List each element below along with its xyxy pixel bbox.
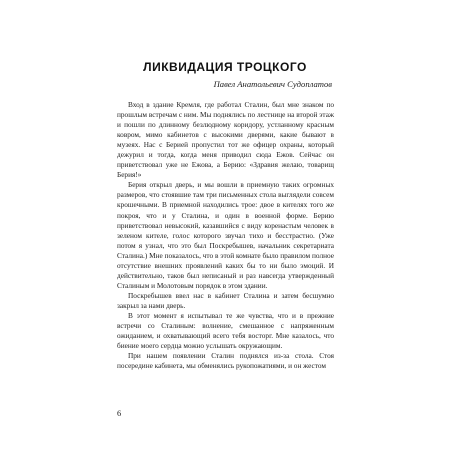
page-number: 6 — [117, 409, 122, 418]
chapter-title: ЛИКВИДАЦИЯ ТРОЦКОГО — [143, 60, 307, 74]
body-text — [117, 100, 334, 371]
chapter-author: Павел Анатольевич Судоплатов — [213, 79, 332, 89]
paragraph: Вход в здание Кремля, где работал Сталин, был мне знаком по прошлым встречам с ним. Мы поднялись по лестнице на второй этаж и пошли по длинному безлюдному коридору, устланному красным ковром, мимо кабинетов с высокими дверями, какие бывают в музеях. Нас с Берией пропустил тот же офицер охраны, который дежурил и тогда, когда меня приводил сюда Ежов. Сейчас он приветствовал уже не Ежова, а Берию: «Здравия желаю, товарищ Берия!» — [117, 100, 334, 180]
paragraph: В этот момент я испытывал те же чувства, что и в прежние встречи со Сталиным: волнение, смешанное с напряженным ожиданием, и охватывающий всего тебя восторг. Мне казалось, что биение моего сердца можно услышать окружающим. — [117, 310, 334, 351]
paragraph: При нашем появлении Сталин поднялся из-за стола. Стоя посередине кабинета, мы обменялись рукопожатиями, и он жестом — [117, 351, 334, 371]
paragraph: Берия открыл дверь, и мы вошли в приемную таких огромных размеров, что стоявшие там три письменных стола выглядели совсем крошечными. В приемной находились трое: двое в кителях того же покроя, что и у Сталина, и один в военной форме. Берию приветствовал невысокий, казавшийся с виду коренастым человек в зеленом кителе, голос которого звучал тихо и бесстрастно. (Уже потом я узнал, что это был Поскребышев, начальник секретариата Сталина.) Мне показалось, что в этой комнате было правилом полное отсутствие внешних проявлений каких бы то ни было эмоций. И действительно, таков был неписаный и раз навсегда утвержденный Сталиным и Молотовым порядок в этом здании. — [117, 180, 334, 290]
paragraph: Поскребышев ввел нас в кабинет Сталина и затем бесшумно закрыл за нами дверь. — [117, 290, 334, 310]
